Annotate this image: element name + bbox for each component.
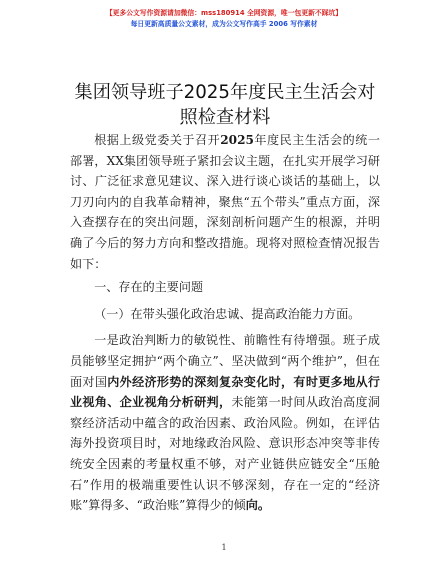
problem-text-c: 未能第一时间从政治高度洞察经济活动中蕴含的政治因素、政治风险。例如，在评估海外投资项目时，对地缘政治风险、意识形态冲突等非传统安全因素的考量权重不够，对产业链供应链安全“压舱石”作用的极端重要性认识不够深刻，存在一定的“经济账”算得多、“政治账”算得少的倾 — [70, 395, 380, 513]
problem-text-bold: 内外经济形势的深刻复杂变化时，有时更多地从行业视角、企业视角分析研判， — [70, 374, 380, 410]
banner-subtitle-line: 每日更新高质量公文素材，成为公文写作高手 2006 写作素材 — [130, 20, 318, 28]
banner-promo-line: 【更多公文写作资源请加微信：mss180914 全网资源，唯一包更新不踩坑】 — [105, 9, 343, 17]
intro-text-c: 年度民主生活会的统一部署，XX集团领导班子紧扣会议主题，在扎实开展学习研讨、广泛征求意见建议、深入进行谈心谈话的基础上，以刀刃向内的自我革命精神，聚焦“五个带头”重点方面，深入查摆存在的突出问题，深刻剖析问题产生的根源，并明确了今后的努力方向和整改措施。现将对照检查情况报告如下： — [70, 133, 380, 271]
problem-text-end: 向。 — [245, 498, 270, 513]
section-heading-1: 一、存在的主要问题 — [94, 280, 204, 295]
intro-paragraph — [70, 130, 380, 274]
intro-text-a: 根据上级党委关于召开 — [94, 133, 221, 147]
intro-year: 2025 — [220, 133, 254, 147]
document-body — [70, 130, 380, 516]
problem-text-a: 一是政治判断力的敏锐性、前瞻性有待增强。班子成员能够坚定拥护“两个确立”、坚决做到“两个维护”，但在面对国 — [70, 333, 380, 389]
problem-paragraph — [70, 330, 380, 515]
header-banner — [0, 8, 448, 30]
page-number: 1 — [221, 543, 227, 552]
subsection-heading-1: （一）在带头强化政治忠诚、提高政治能力方面。 — [94, 306, 361, 321]
document-title: 集团领导班子2025年度民主生活会对照检查材料 — [74, 82, 376, 128]
